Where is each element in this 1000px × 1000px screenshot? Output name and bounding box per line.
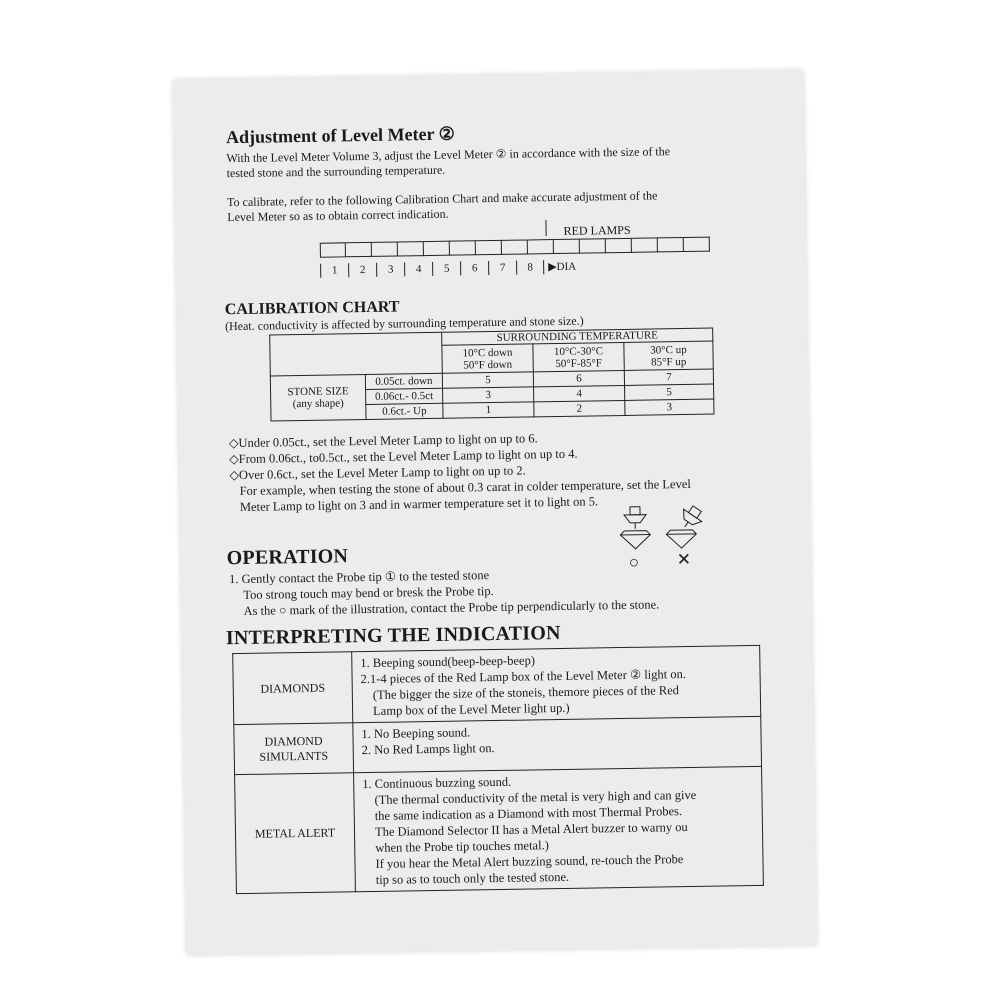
operation-line1: 1. Gently contact the Probe tip ① to the tested stone xyxy=(228,568,490,587)
adjustment-paragraph-2 xyxy=(227,188,658,225)
stone-size-header: STONE SIZE (any shape) xyxy=(270,375,366,421)
chart-value: 5 xyxy=(625,384,714,400)
temp-col-warm: 30°C up 85°F up xyxy=(624,341,713,370)
diamond-simulants-label: DIAMOND SIMULANTS xyxy=(234,723,354,775)
metal-alert-description: 1. Continuous buzzing sound. (The thermal conductivity of the metal is very high and can give the same indication as a Diamond with most Thermal Probes. The Diamond Selector II has a Metal Alert buzzer to warny ou when the Probe tip touches metal.) If you hear the Metal Alert buzzing sound, re-touch the Probe tip so as to touch only the tested stone. xyxy=(354,766,764,891)
adjustment-title: Adjustment of Level Meter ② xyxy=(225,123,455,148)
level-meter-scale xyxy=(320,260,544,278)
correct-mark: ○ xyxy=(628,552,640,572)
adjustment-para2-line1: To calibrate, refer to the following Calibration Chart and make accurate adjustment of the xyxy=(226,188,658,210)
scale-mark: 5 xyxy=(432,262,460,276)
scale-mark: 2 xyxy=(348,263,376,277)
interpreting-title: INTERPRETING THE INDICATION xyxy=(225,621,561,650)
interpreting-table xyxy=(232,645,764,894)
note-under: ◇Under 0.05ct., set the Level Meter Lamp to light on up to 6. xyxy=(228,431,538,451)
scale-mark: 1 xyxy=(320,263,348,277)
chart-value: 1 xyxy=(443,402,534,418)
level-meter-lamps xyxy=(320,237,710,258)
calibration-subtitle: (Heat. conductivity is affected by surrounding temperature and stone size.) xyxy=(224,313,584,334)
operation-line3: As the ○ mark of the illustration, contact the Probe tip perpendicularly to the stone. xyxy=(243,597,660,618)
metal-alert-label: METAL ALERT xyxy=(235,773,356,894)
diamonds-description: 1. Beeping sound(beep-beep-beep) 2.1-4 pieces of the Red Lamp box of the Level Meter ② light on. (The bigger the size of the stoneis, themore pieces of the Red Lamp box of the Level Meter light up.) xyxy=(352,645,761,722)
temp-col-cold: 10°C down 50°F down xyxy=(442,344,533,373)
scale-mark: 3 xyxy=(376,262,404,276)
chart-value: 4 xyxy=(534,385,625,401)
red-lamps-label: RED LAMPS xyxy=(563,222,631,238)
note-over: ◇Over 0.6ct., set the Level Meter Lamp to light on up to 2. xyxy=(229,463,526,483)
operation-title: OPERATION xyxy=(226,545,349,570)
diamond-simulants-description: 1. No Beeping sound. 2. No Red Lamps light on. xyxy=(353,716,762,772)
stone-size-row-label: 0.6ct.- Up xyxy=(366,403,443,419)
scale-mark: 4 xyxy=(404,262,432,276)
calibration-notes xyxy=(229,428,691,515)
chart-value: 2 xyxy=(534,400,625,416)
instruction-sheet xyxy=(173,70,817,955)
adjustment-para1-line1: With the Level Meter Volume 3, adjust the Level Meter ② in accordance with the size of the xyxy=(226,144,671,166)
adjustment-para2-line2: Level Meter so as to obtain correct indication. xyxy=(227,206,449,225)
scale-mark: 6 xyxy=(460,261,488,275)
chart-corner-cell xyxy=(270,332,443,376)
temp-col-mid: 10°C-30°C 50°F-85°F xyxy=(533,342,624,371)
diamonds-label: DIAMONDS xyxy=(233,652,353,725)
red-lamps-divider xyxy=(545,220,546,236)
stone-size-row-label: 0.05ct. down xyxy=(365,373,442,389)
chart-value: 7 xyxy=(624,369,713,385)
adjustment-paragraph-1 xyxy=(226,144,670,181)
operation-text xyxy=(229,564,659,619)
adjustment-para1-line2: tested stone and the surrounding temperature. xyxy=(226,162,446,181)
stone-size-row-label: 0.06ct.- 0.5ct xyxy=(366,388,443,404)
note-from: ◇From 0.06ct., to0.5ct., set the Level Meter Lamp to light on up to 4. xyxy=(229,446,578,467)
scale-mark: 8 xyxy=(516,260,544,274)
calibration-chart xyxy=(269,328,714,422)
chart-value: 3 xyxy=(443,387,534,403)
calibration-title: CALIBRATION CHART xyxy=(224,298,400,319)
wrong-mark: ✕ xyxy=(676,549,692,570)
operation-line2: Too strong touch may bend or bresk the Probe tip. xyxy=(243,584,494,602)
example-line1: For example, when testing the stone of about 0.3 carat in colder temperature, set the Level xyxy=(239,476,691,499)
chart-value: 5 xyxy=(442,372,533,388)
example-line2: Meter Lamp to light on 3 and in warmer temperature set it to light on 5. xyxy=(239,494,599,515)
chart-value: 3 xyxy=(625,399,714,415)
dia-label: ▶DIA xyxy=(548,260,577,274)
surrounding-temperature-header: SURROUNDING TEMPERATURE xyxy=(442,328,713,345)
scale-mark: 7 xyxy=(488,261,516,275)
chart-value: 6 xyxy=(533,370,624,386)
